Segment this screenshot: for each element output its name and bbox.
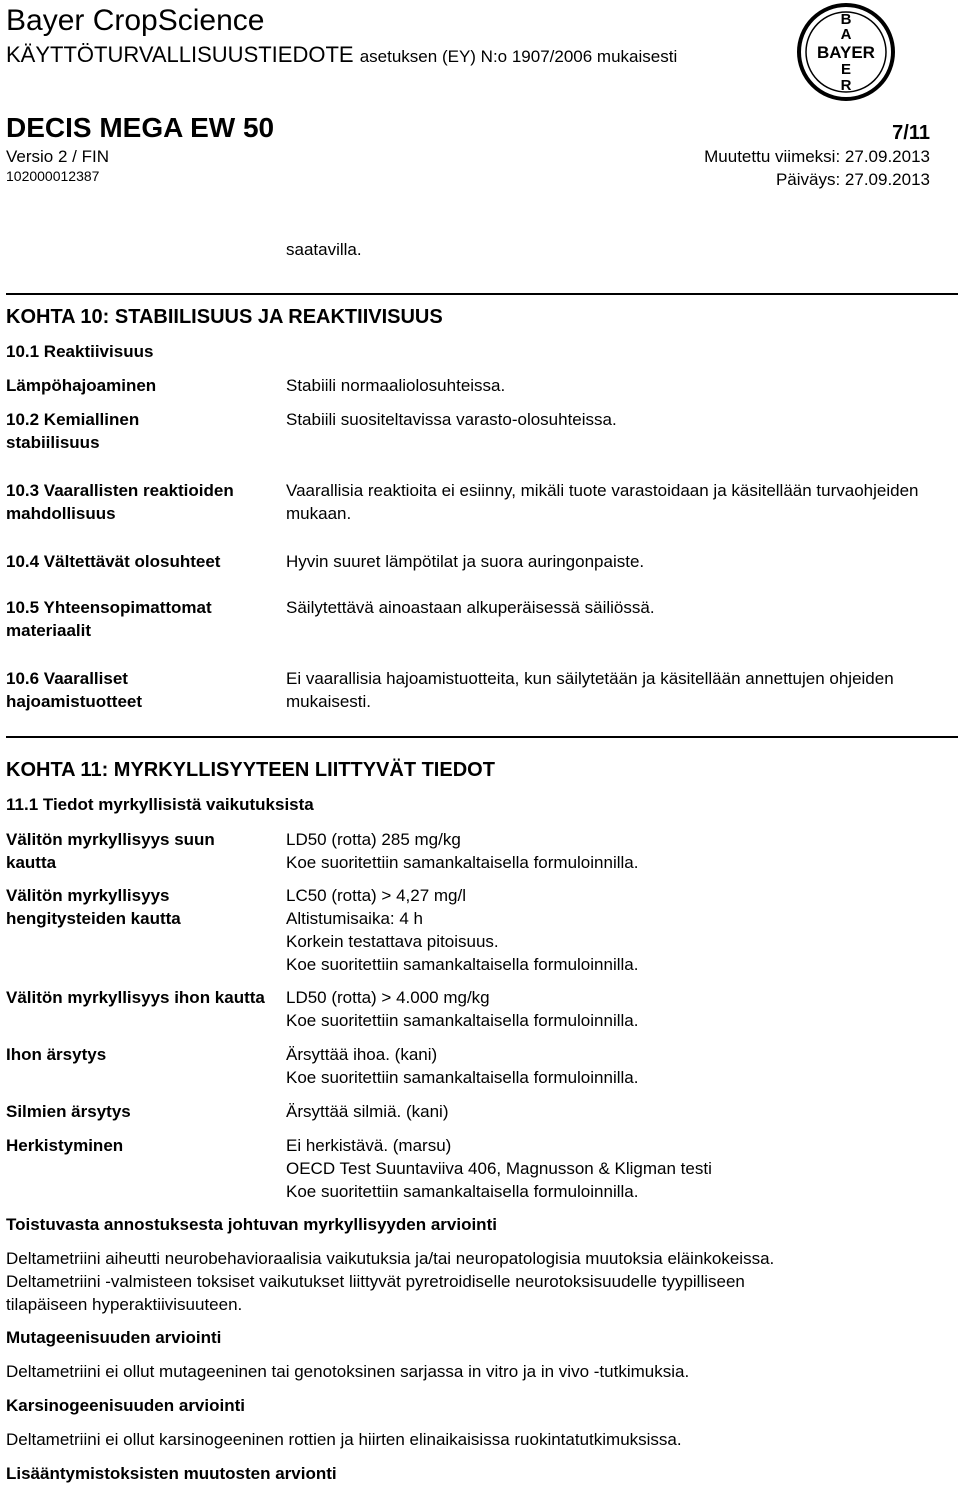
document-number: 102000012387 <box>6 168 100 184</box>
section-10-title: KOHTA 10: STABIILISUUS JA REAKTIIVISUUS <box>6 306 443 328</box>
row-value: LC50 (rotta) > 4,27 mg/l Altistumisaika: 4 h Korkein testattava pitoisuus. Koe suoritettiin samankaltaisella formuloinnilla. <box>286 886 639 974</box>
company-name: Bayer CropScience <box>6 4 265 37</box>
row-value: Stabiili normaaliolosuhteissa. <box>286 376 506 395</box>
row-label: Ihon ärsytys <box>6 1045 107 1064</box>
row-label: Välitön myrkyllisyys hengitysteiden kautta <box>6 886 181 928</box>
section-divider <box>6 293 958 295</box>
logo-word: BAYER <box>817 43 875 62</box>
row-label: Silmien ärsytys <box>6 1102 131 1121</box>
row-value: Ärsyttää silmiä. (kani) <box>286 1102 449 1121</box>
repeated-dose-heading: Toistuvasta annostuksesta johtuvan myrkyllisyyden arviointi <box>6 1215 497 1234</box>
modified-date: Muutettu viimeksi: 27.09.2013 <box>704 147 930 166</box>
document-type <box>6 42 677 68</box>
row-label: 10.2 Kemiallinen stabiilisuus <box>6 410 140 452</box>
row-label: 10.4 Vältettävät olosuhteet <box>6 552 221 571</box>
mutagenicity-text: Deltametriini ei ollut mutageeninen tai genotoksinen sarjassa in vitro ja in vivo -tutkimuksia. <box>6 1362 690 1381</box>
row-label: Välitön myrkyllisyys ihon kautta <box>6 988 265 1007</box>
logo-letter-b: B <box>840 11 852 28</box>
carcinogenicity-heading: Karsinogeenisuuden arviointi <box>6 1396 245 1415</box>
row-value: Hyvin suuret lämpötilat ja suora auringonpaiste. <box>286 552 645 571</box>
logo-letter-r: R <box>840 77 852 94</box>
row-value: Ei herkistävä. (marsu) OECD Test Suuntaviiva 406, Magnusson & Kligman testi Koe suoritettiin samankaltaisella formuloinnilla. <box>286 1136 712 1201</box>
version-info: Versio 2 / FIN <box>6 147 109 166</box>
section-divider <box>6 736 958 738</box>
mutagenicity-heading: Mutageenisuuden arviointi <box>6 1328 222 1347</box>
document-type-title: KÄYTTÖTURVALLISUUSTIEDOTE <box>6 42 354 67</box>
page-number: 7/11 <box>892 122 930 144</box>
carcinogenicity-text: Deltametriini ei ollut karsinogeeninen rottien ja hiirten elinaikaisissa ruokintatutkimuksissa. <box>6 1430 682 1449</box>
section-10-1-heading: 10.1 Reaktiivisuus <box>6 342 154 361</box>
row-value: Vaarallisia reaktioita ei esiinny, mikäli tuote varastoidaan ja käsitellään turvaohjeiden mukaan. <box>286 481 919 523</box>
row-label: Herkistyminen <box>6 1136 124 1155</box>
section-11-1-heading: 11.1 Tiedot myrkyllisistä vaikutuksista <box>6 795 314 814</box>
row-label: 10.6 Vaaralliset hajoamistuotteet <box>6 669 143 711</box>
row-value: Ärsyttää ihoa. (kani) Koe suoritettiin samankaltaisella formuloinnilla. <box>286 1045 639 1087</box>
row-value: LD50 (rotta) 285 mg/kg Koe suoritettiin samankaltaisella formuloinnilla. <box>286 830 639 872</box>
row-value: LD50 (rotta) > 4.000 mg/kg Koe suoritettiin samankaltaisella formuloinnilla. <box>286 988 639 1030</box>
row-value: Ei vaarallisia hajoamistuotteita, kun säilytetään ja käsitellään annettujen ohjeiden mukaisesti. <box>286 669 894 711</box>
row-label: 10.5 Yhteensopimattomat materiaalit <box>6 598 212 640</box>
reproductive-toxicity-heading: Lisääntymistoksisten muutosten arvionti <box>6 1464 337 1483</box>
row-value: Säilytettävä ainoastaan alkuperäisessä säiliössä. <box>286 598 655 617</box>
logo-letter-a: A <box>840 26 852 43</box>
continuation-text: saatavilla. <box>286 240 362 259</box>
document-type-regulation: asetuksen (EY) N:o 1907/2006 mukaisesti <box>359 47 678 66</box>
row-label: Välitön myrkyllisyys suun kautta <box>6 830 215 872</box>
section-11-title: KOHTA 11: MYRKYLLISYYTEEN LIITTYVÄT TIEDOT <box>6 759 495 781</box>
row-label: 10.3 Vaarallisten reaktioiden mahdollisuus <box>6 481 234 523</box>
row-value: Stabiili suositeltavissa varasto-olosuhteissa. <box>286 410 617 429</box>
repeated-dose-text: Deltametriini aiheutti neurobehavioraalisia vaikutuksia ja/tai neuropatologisia muutoksia eläinkokeissa. Deltametriini -valmisteen toksiset vaikutukset liittyvät pyretroidiselle neurotoksisuudelle tyypilliseen tilapäiseen hyperaktiivisuuteen. <box>6 1249 775 1314</box>
issue-date: Päiväys: 27.09.2013 <box>775 170 930 189</box>
logo-letter-e: E <box>840 61 852 78</box>
product-name: DECIS MEGA EW 50 <box>6 112 275 143</box>
bayer-logo <box>796 2 896 102</box>
row-label: Lämpöhajoaminen <box>6 376 157 395</box>
